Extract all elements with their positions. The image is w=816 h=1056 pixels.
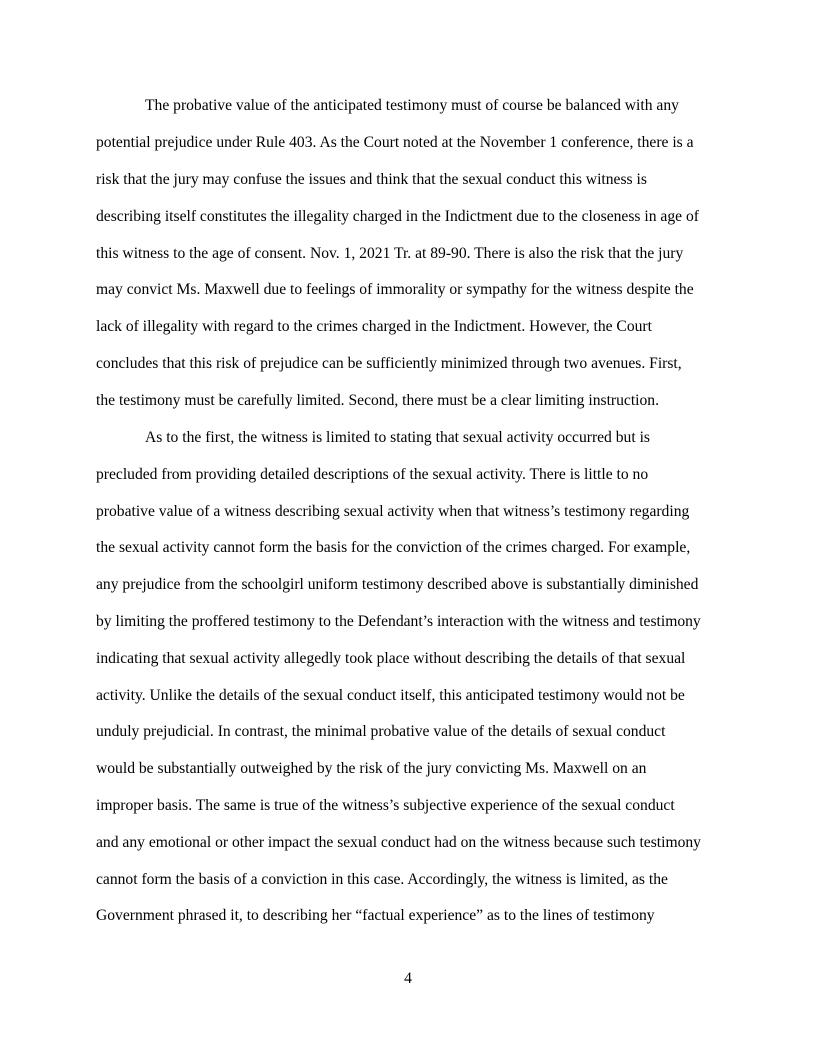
- paragraph-2-line-7: indicating that sexual activity allegedly took place without describing the details of that sexual: [96, 650, 686, 667]
- paragraph-2-line-5: any prejudice from the schoolgirl uniform testimony described above is substantially diminished: [96, 576, 699, 593]
- paragraph-1-line-2: potential prejudice under Rule 403. As the Court noted at the November 1 conference, there is a: [96, 134, 694, 151]
- paragraph-2-line-3: probative value of a witness describing sexual activity when that witness’s testimony regarding: [96, 503, 690, 520]
- paragraph-1-line-1: The probative value of the anticipated testimony must of course be balanced with any: [145, 97, 679, 114]
- paragraph-2-line-11: improper basis. The same is true of the witness’s subjective experience of the sexual conduct: [96, 797, 675, 814]
- paragraph-1-line-6: may convict Ms. Maxwell due to feelings of immorality or sympathy for the witness despite the: [96, 281, 694, 298]
- paragraph-2-line-9: unduly prejudicial. In contrast, the minimal probative value of the details of sexual conduct: [96, 723, 666, 740]
- paragraph-2-line-4: the sexual activity cannot form the basis for the conviction of the crimes charged. For example,: [96, 539, 691, 556]
- page-number: 4: [404, 970, 412, 987]
- paragraph-1-line-8: concludes that this risk of prejudice can be sufficiently minimized through two avenues. First,: [96, 355, 682, 372]
- paragraph-1-line-4: describing itself constitutes the illegality charged in the Indictment due to the closeness in age of: [96, 208, 699, 225]
- paragraph-1-line-7: lack of illegality with regard to the crimes charged in the Indictment. However, the Court: [96, 318, 652, 335]
- paragraph-1-line-5: this witness to the age of consent. Nov. 1, 2021 Tr. at 89-90. There is also the risk that the jury: [96, 245, 684, 262]
- paragraph-1-line-3: risk that the jury may confuse the issues and think that the sexual conduct this witness is: [96, 171, 647, 188]
- paragraph-2-line-1: As to the first, the witness is limited to stating that sexual activity occurred but is: [145, 429, 650, 446]
- paragraph-2-line-10: would be substantially outweighed by the risk of the jury convicting Ms. Maxwell on an: [96, 760, 647, 777]
- paragraph-2-line-8: activity. Unlike the details of the sexual conduct itself, this anticipated testimony would not be: [96, 687, 685, 704]
- paragraph-2-line-13: cannot form the basis of a conviction in this case. Accordingly, the witness is limited, as the: [96, 871, 668, 888]
- paragraph-1-line-9: the testimony must be carefully limited. Second, there must be a clear limiting instruction.: [96, 392, 659, 409]
- paragraph-2-line-14: Government phrased it, to describing her “factual experience” as to the lines of testimony: [96, 907, 655, 924]
- paragraph-2-line-2: precluded from providing detailed descriptions of the sexual activity. There is little to no: [96, 466, 649, 483]
- paragraph-2-line-6: by limiting the proffered testimony to the Defendant’s interaction with the witness and testimony: [96, 613, 701, 630]
- paragraph-2-line-12: and any emotional or other impact the sexual conduct had on the witness because such testimony: [96, 834, 701, 851]
